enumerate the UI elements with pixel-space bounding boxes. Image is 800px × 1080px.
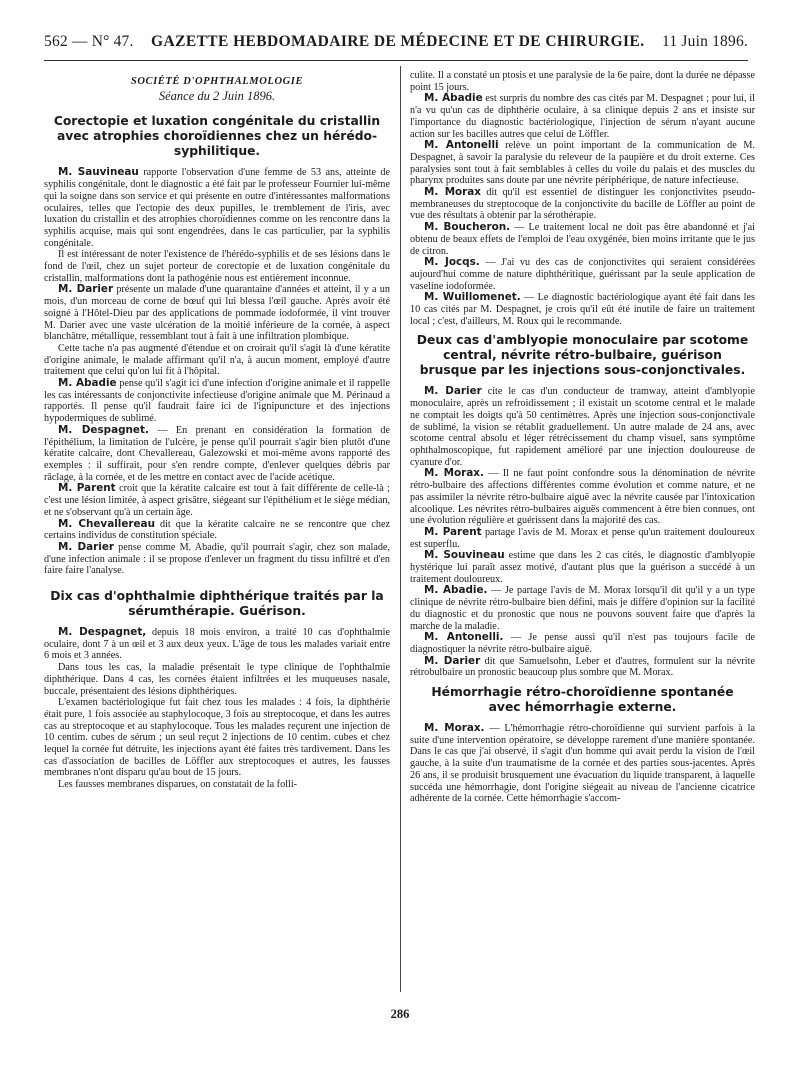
paragraph [44, 425, 390, 484]
speaker-name: M. Abadie [424, 92, 483, 105]
speaker-name: M. Despagnet, [58, 626, 147, 639]
paragraph [410, 70, 755, 93]
speaker-name: M. Wuillomenet. [424, 291, 521, 304]
paragraph [44, 662, 390, 697]
paragraph [44, 284, 390, 343]
paragraph [410, 140, 755, 187]
paragraph [410, 292, 755, 327]
paragraph-text: — J'ai vu des cas de conjonctivites qui seraient considérées aujourd'hui comme de nature diphthéritique, guérissant par la seule application de vaseline iodoformée. [410, 257, 755, 292]
article-body [44, 167, 390, 577]
issue-date: 11 Juin 1896. [661, 33, 748, 50]
paragraph [410, 656, 755, 679]
paragraph-text: Dans tous les cas, la maladie présentait le type clinique de l'ophthalmie diphthérique. Dans 4 cas, les cornées étaient infiltrées et les muqueuses nasale, buccale, présentaient des lésions diphthériques. [44, 662, 390, 697]
paragraph [44, 697, 390, 779]
paragraph [410, 550, 755, 585]
paragraph-text: croit que la kératite calcaire est tout à fait différente de celle-là ; c'est une lésion limitée, à aspect grisâtre, siégeant sur l'épithélium et le siège médian, et ne s'observant qu'à un certain âge. [44, 483, 390, 518]
paragraph-text: — L'hémorrhagie rétro-choroïdienne qui survient parfois à la suite d'une intervention opératoire, se développe rarement d'une manière spontanée. Dans le cas que j'ai observé, il s'agit d'un homme qui avait perdu la vision de l'œil gauche, à la suite d'un traumatisme de la cornée et des parties sous-jacentes. Après 26 ans, il se produisit brusquement une évacuation du liquide transparent, à laquelle succéda une hémorrhagie, dont l'origine siégeait au niveau de l'ancienne cicatrice adhérente de la cornée. Cette hémorrhagie s'accom- [410, 723, 755, 805]
paragraph [44, 519, 390, 542]
paragraph [410, 386, 755, 468]
paragraph-text: dit que Samuelsohn, Leber et d'autres, formulent sur la névrite rétrobulbaire un pronostic beaucoup plus sombre que M. Morax. [410, 655, 755, 679]
paragraph-text: — Le traitement local ne doit pas être abandonné et j'ai obtenu de beaux effets de l'emploi de l'eau oxygénée, bien moins irritante que le jus de citron. [410, 222, 755, 257]
paragraph [410, 723, 755, 805]
article-title: Deux cas d'amblyopie monoculaire par scotome central, névrite rétro-bulbaire, guérison brusque par les injections sous-conjonctivales. [416, 333, 749, 378]
paragraph [410, 187, 755, 222]
speaker-name: M. Darier [58, 283, 114, 296]
paragraph-text: L'examen bactériologique fut fait chez tous les malades : 4 fois, la diphthérie était pure, 1 fois associée au staphylocoque, 3 fois au streptocoque, et dans les autres cas au streptocoque et au staphylocoque. Tous les malades reçurent une injection de 10 centim. cubes de sérum ; un seul reçut 2 injections de 10 centim. cubes et chez lequel la cornée fut détruite, les injections ayant été faites très tardivement. Dans les cas d'association de bacilles de Löffler aux streptocoques et autres, les fausses membranes n'ont disparu qu'au bout de 15 jours. [44, 697, 390, 779]
speaker-name: M. Antonelli. [424, 631, 504, 644]
speaker-name: M. Despagnet. [58, 423, 149, 436]
speaker-name: M. Darier [424, 385, 482, 398]
page-folio: 286 [390, 1007, 410, 1021]
article-body [410, 386, 755, 679]
paragraph [410, 93, 755, 140]
paragraph [44, 483, 390, 518]
paragraph-text: Cette tache n'a pas augmenté d'étendue et on croirait qu'il s'agit là d'une kératite d'origine animale, le malade affirmant qu'il n'a, à aucun moment, employé d'autre traitement que celui qu'on lui fit à l'hôpital. [44, 342, 390, 378]
speaker-name: M. Abadie [58, 377, 117, 390]
article-title: Hémorrhagie rétro-choroïdienne spontanée avec hémorrhagie externe. [431, 685, 734, 715]
paragraph-text: cite le cas d'un conducteur de tramway, atteint d'amblyopie monoculaire, après un refroidissement ; il existait un scotome central et le malade ne comptait les doigts qu'à 50 centimètres. Après une injection sous-conjonctivale de sublimé, la vision se rétablit graduellement. Un autre malade de 24 ans, avec scotome central absolu et léger rétrécissement du champ visuel, sans symptôme ophthalmoscopique, fut rapidement amélioré par une injection douloureuse de cyanure d'or. [410, 386, 755, 468]
paragraph-text: depuis 18 mois environ, a traité 10 cas d'ophthalmie oculaire, dont 7 à un œil et 3 aux deux yeux. L'âge de tous les malades variait entre 6 mois et 3 années. [44, 627, 390, 662]
paragraph-text: Il est intéressant de noter l'existence de l'hérédo-syphilis et de ses lésions dans le fond de l'œil, chez un sujet porteur de corectopie et de luxation congénitale du cristallin, malformations dont la pathogénie nous est entièrement inconnue. [44, 249, 390, 284]
paragraph [410, 222, 755, 257]
running-head [44, 33, 748, 57]
paragraph-text: — Je pense aussi qu'il n'est pas toujours facile de diagnostiquer la névrite rétro-bulbaire aiguë. [410, 632, 755, 655]
article-body [410, 70, 755, 327]
column-divider [400, 66, 401, 992]
paragraph-text: dit qu'il est essentiel de distinguer les conjonctivites pseudo-membraneuses du streptocoque de la conjonctivite du bacille de Löffler au point de vue des résultats à obtenir par la sérothérapie. [410, 187, 755, 222]
speaker-name: M. Morax. [424, 722, 485, 735]
article-title: Corectopie et luxation congénitale du cristallin avec atrophies choroïdiennes chez un hérédo-syphilitique. [53, 114, 381, 159]
speaker-name: M. Darier [58, 540, 114, 553]
paragraph-text: Les fausses membranes disparues, on constatait de la folli- [58, 779, 298, 791]
speaker-name: M. Darier [424, 654, 481, 667]
society-heading: SOCIÉTÉ D'OPHTHALMOLOGIE [130, 76, 304, 87]
page-issue-number: 562 — N° 47. [44, 33, 134, 50]
session-date: Séance du 2 Juin 1896. [158, 88, 276, 103]
left-column [44, 70, 390, 995]
speaker-name: M. Abadie. [424, 584, 488, 597]
paragraph-text: pense qu'il s'agit ici d'une infection d'origine animale et il rappelle les cas intéressants de conjonctivite infectieuse d'origine animale que M. Périnaud a rapportés. Il pense qu'il faudrait faire ici de l'ignipuncture et des injections hypodermiques de sublimé. [44, 378, 390, 425]
article-body [410, 723, 755, 805]
speaker-name: M. Morax [424, 186, 482, 199]
paragraph-text: rapporte l'observation d'une femme de 53 ans, atteinte de syphilis congénitale, dont le diagnostic a été fait par le professeur Fournier lui-même qui la soigne dans son service et qui présente en outre d'intéressantes malformations oculaires, telles que l'ectopie des deux pupilles, le tremblement de l'iris, avec luxation du cristallin et des atrophies choroïdiennes comme on les rencontre dans la syphilis acquise, mais qui sont engendrées, dans le cas particulier, par la syphilis congénitale. [44, 167, 390, 249]
speaker-name: M. Sauvineau [58, 166, 139, 179]
paragraph-text: dit que la kératite calcaire ne se rencontre que chez certains individus de constitution spéciale. [44, 518, 390, 542]
paragraph [44, 343, 390, 378]
paragraph-text: — En prenant en considération la formation de l'épithélium, la limitation de l'ulcère, je pense qu'il pourrait s'agir bien plutôt d'une kératite calcaire, dont Chevallereau, Galezowski et moi-même avons rapporté des exemples : il suffirait, pour s'en rendre compte, d'enlever quelques débris par râclage, à la cornée, et de les mettre en contact avec de l'acide acétique. [44, 424, 390, 483]
paragraph-text: partage l'avis de M. Morax et pense qu'un traitement douloureux est superflu. [410, 526, 755, 550]
paragraph-text: est surpris du nombre des cas cités par M. Despagnet ; pour lui, il n'a vu qu'un cas de diphthérie oculaire, à sa clinique depuis 2 ans et insiste sur l'importance du diagnostic bactériologique, l'injection de sérum n'ayant aucune action sur les bacilles autres que celui de Löffler. [410, 93, 755, 140]
paragraph-text: — Je partage l'avis de M. Morax lorsqu'il dit qu'il y a un type clinique de névrite rétro-bulbaire bien défini, mais je diffère d'opinion sur la facilité du diagnostic et du pronostic que nous ne pouvons souvent faire que d'après la marche de la maladie. [410, 585, 755, 632]
paragraph [410, 468, 755, 527]
paragraph-text: pense comme M. Abadie, qu'il pourrait s'agir, chez son malade, d'une infection animale : il se propose d'enlever un fragment du tissu infiltré et d'en faire faire l'analyse. [44, 541, 390, 577]
speaker-name: M. Parent [58, 482, 116, 495]
paragraph-text: — Il ne faut point confondre sous la dénomination de névrite rétro-bulbaire des affections différentes comme évolution et comme nature, et ne pas assimiler la névrite rétro-bulbaire aiguë avec la névrite causée par l'intoxication alcoolique. Les névrites rétro-bulbaires aiguës commencent à être bien connues, ont une évolution régulière et guérissent dans la majorité des cas. [410, 468, 755, 527]
speaker-name: M. Boucheron. [424, 221, 511, 234]
paragraph [44, 378, 390, 425]
speaker-name: M. Chevallereau [58, 517, 155, 530]
paragraph [410, 585, 755, 632]
paragraph [410, 257, 755, 292]
right-column [410, 70, 755, 1000]
article-title: Dix cas d'ophthalmie diphthérique traités par la sérumthérapie. Guérison. [50, 589, 384, 619]
journal-title: GAZETTE HEBDOMADAIRE DE MÉDECINE ET DE CHIRURGIE. [151, 33, 645, 50]
speaker-name: M. Jocqs. [424, 256, 480, 269]
paragraph [44, 167, 390, 249]
header-rule [44, 60, 748, 61]
paragraph-text: — Le diagnostic bactériologique ayant été fait dans les 10 cas cités par M. Despagnet, je crois qu'il eût été inutile de faire un traitement local ; c'est, d'ailleurs, M. Roux qui le recommande. [410, 292, 755, 327]
paragraph [44, 779, 390, 791]
paragraph-text: estime que dans les 2 cas cités, le diagnostic d'amblyopie hystérique lui paraît assez motivé, d'autant plus que la guérison a succédé à un traitement douloureux. [410, 550, 755, 585]
paragraph [44, 627, 390, 662]
speaker-name: M. Antonelli [424, 139, 499, 152]
paragraph [410, 632, 755, 655]
paragraph-text: relève un point important de la communication de M. Despagnet, à savoir la paralysie du releveur de la paupière et du droit externe. Ces paralysies sont tout à fait semblables à celles du voile du palais et des muscles du pharynx produites sans doute par une névrite périphérique, de nature infectieuse. [410, 140, 755, 187]
paragraph [410, 527, 755, 550]
speaker-name: M. Souvineau [424, 549, 505, 562]
paragraph [44, 542, 390, 577]
speaker-name: M. Parent [424, 525, 482, 538]
paragraph-text: culite. Il a constaté un ptosis et une paralysie de la 6e paire, dont la durée ne dépasse point 15 jours. [410, 70, 755, 93]
paragraph-text: présente un malade d'une quarantaine d'années et atteint, il y a un mois, d'un morceau de corne de bœuf qui lui blessa l'œil gauche. Après avoir été soigné à l'Hôtel-Dieu par des applications de pommade iodoformée, il vint trouver M. Darier avec une vaste ulcération de la moitié inférieure de la cornée, à aspect blanchâtre, métallique, ressemblant tout à fait à une infiltration plombique. [44, 284, 390, 343]
article-body [44, 627, 390, 791]
speaker-name: M. Morax. [424, 467, 484, 480]
paragraph [44, 249, 390, 284]
